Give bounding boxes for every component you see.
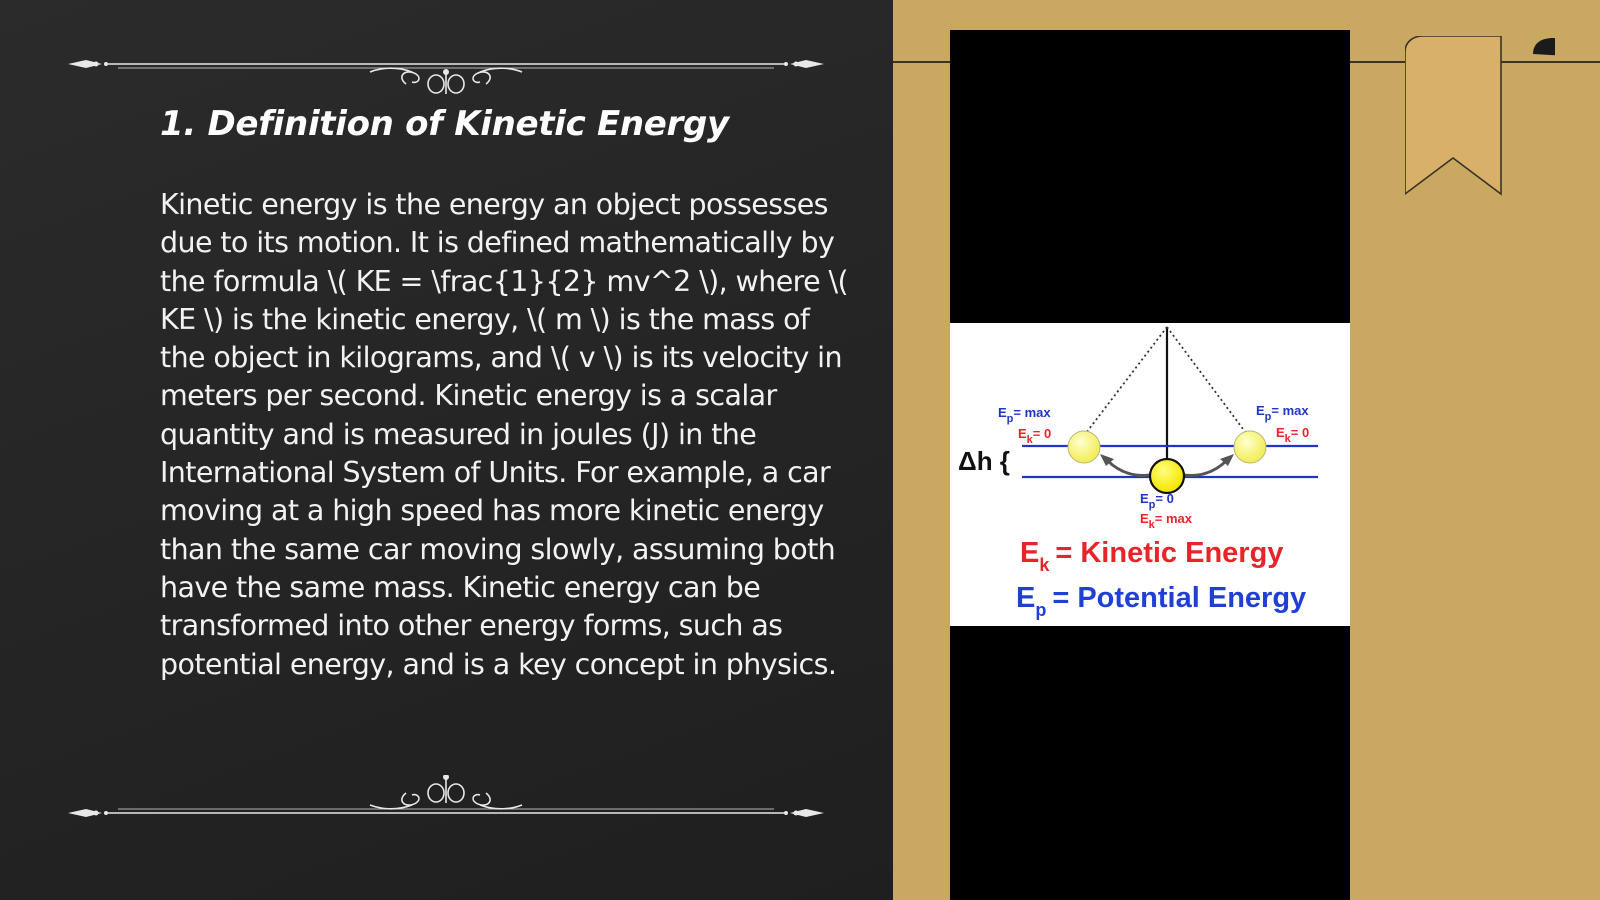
pendulum-string-left: [1086, 327, 1167, 433]
ornament-divider-top-icon: [66, 44, 826, 94]
bottom-ek-label: $E_k= \max$: [1140, 511, 1193, 531]
swing-arrow-left: [1108, 461, 1150, 475]
right-ek-label: $E_k= 0$: [1276, 425, 1310, 445]
pendulum-energy-diagram: [950, 323, 1350, 626]
pendulum-bob-right: [1234, 431, 1266, 463]
image-panel: [893, 0, 1600, 900]
pendulum-bob-left: [1068, 431, 1100, 463]
bottom-ep-label: $E_p= 0$: [1140, 491, 1174, 511]
right-ep-label: $E_p= \max$: [1256, 403, 1309, 423]
swing-arrow-right: [1184, 461, 1226, 475]
figure-frame: [950, 30, 1350, 900]
legend-potential-energy: $E_p$ = Potential Energy: [1016, 582, 1307, 620]
pendulum-bob-bottom: [1150, 459, 1184, 493]
pendulum-string-right: [1167, 327, 1246, 433]
bookmark-ribbon-icon: [1405, 36, 1555, 201]
legend-kinetic-energy: $E_k$ = Kinetic Energy: [1020, 537, 1284, 575]
ornament-divider-bottom-icon: [66, 775, 826, 825]
left-ek-label: $E_k= 0$: [1018, 426, 1052, 446]
left-ep-label: $E_p= \max$: [998, 405, 1051, 425]
body-paragraph: Kinetic energy is the energy an object possesses due to its motion. It is defined mathematically by the formula \( KE = \frac{1}{2} mv^2 \), where \( KE \) is the kinetic energy, \( m \) is the mass of the object in kilograms, and \( v \) is its velocity in meters per second. Kinetic energy is a scalar quantity and is measured in joules (J) in the International System of Units. For example, a car moving at a high speed has more kinetic energy than the same car moving slowly, assuming both have the same mass. Kinetic energy can be transformed into other energy forms, such as potential energy, and is a key concept in physics.: [160, 188, 849, 681]
delta-h-label: Δh {: [958, 446, 1010, 476]
slide-title: 1. Definition of Kinetic Energy: [160, 104, 729, 144]
